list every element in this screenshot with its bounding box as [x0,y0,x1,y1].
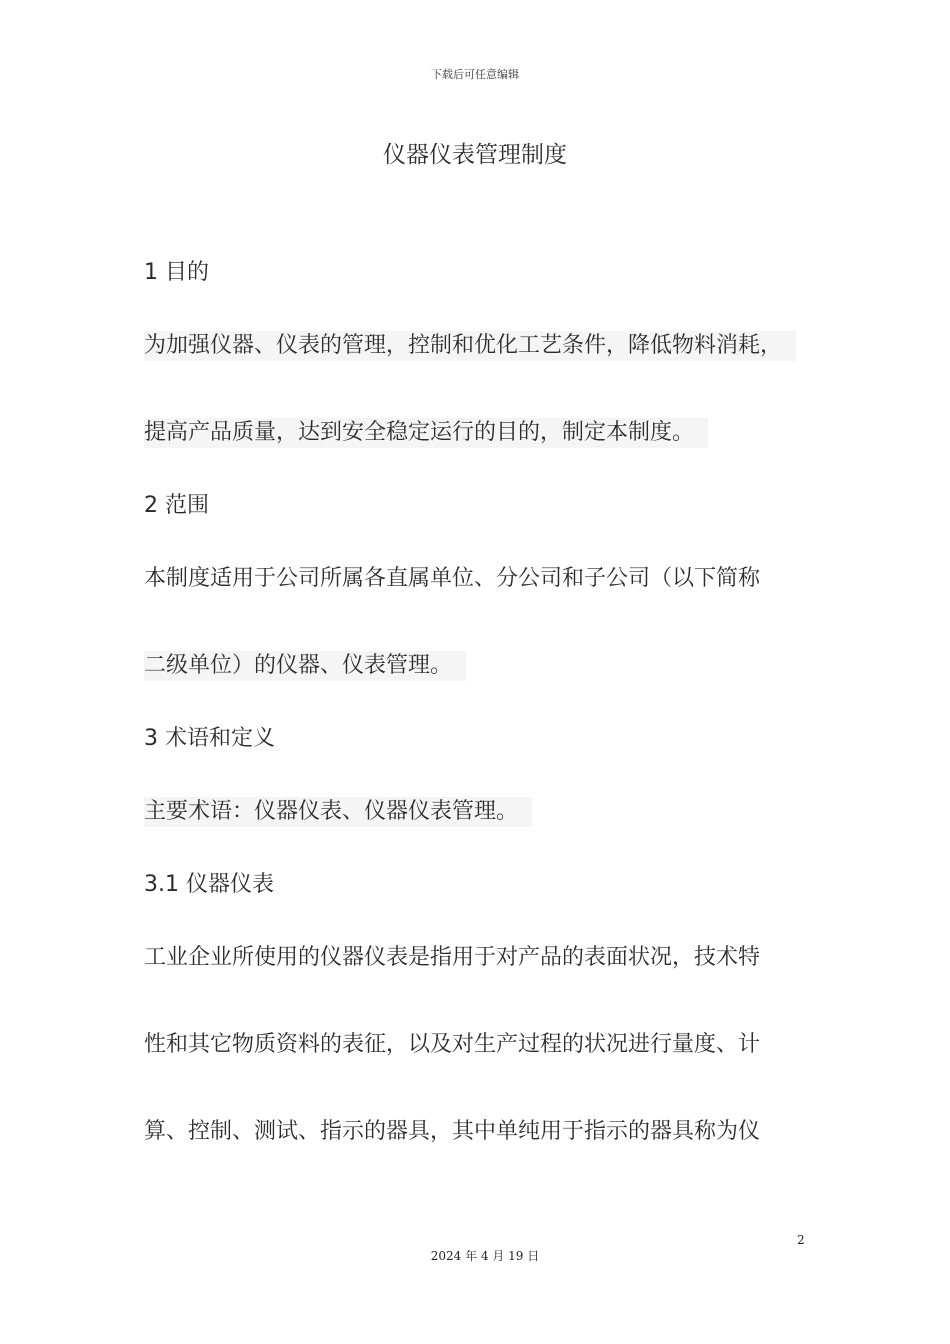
paragraph-line: 工业企业所使用的仪器仪表是指用于对产品的表面状况，技术特 [144,945,761,970]
section-heading-terms: 3 术语和定义 [144,726,275,751]
page-number: 2 [797,1233,805,1247]
paragraph-line: 算、控制、测试、指示的器具，其中单纯用于指示的器具称为仪 [144,1119,761,1144]
page-footer-date: 2024 年 4 月 19 日 [430,1249,540,1263]
subsection-heading-instruments: 3.1 仪器仪表 [144,872,274,897]
document-title: 仪器仪表管理制度 [383,142,567,168]
paragraph-line: 性和其它物质资料的表征，以及对生产过程的状况进行量度、计 [144,1032,761,1057]
paragraph-line: 本制度适用于公司所属各直属单位、分公司和子公司（以下简称 [144,566,761,591]
page-header: 下载后可任意编辑 [431,68,519,81]
paragraph-line: 为加强仪器、仪表的管理，控制和优化工艺条件，降低物料消耗， [144,331,796,361]
paragraph-line: 提高产品质量，达到安全稳定运行的目的，制定本制度。 [144,418,708,448]
paragraph-line: 二级单位）的仪器、仪表管理。 [144,651,466,681]
section-heading-scope: 2 范围 [144,493,209,518]
section-heading-purpose: 1 目的 [144,260,209,285]
paragraph-line: 主要术语：仪器仪表、仪器仪表管理。 [144,797,532,827]
